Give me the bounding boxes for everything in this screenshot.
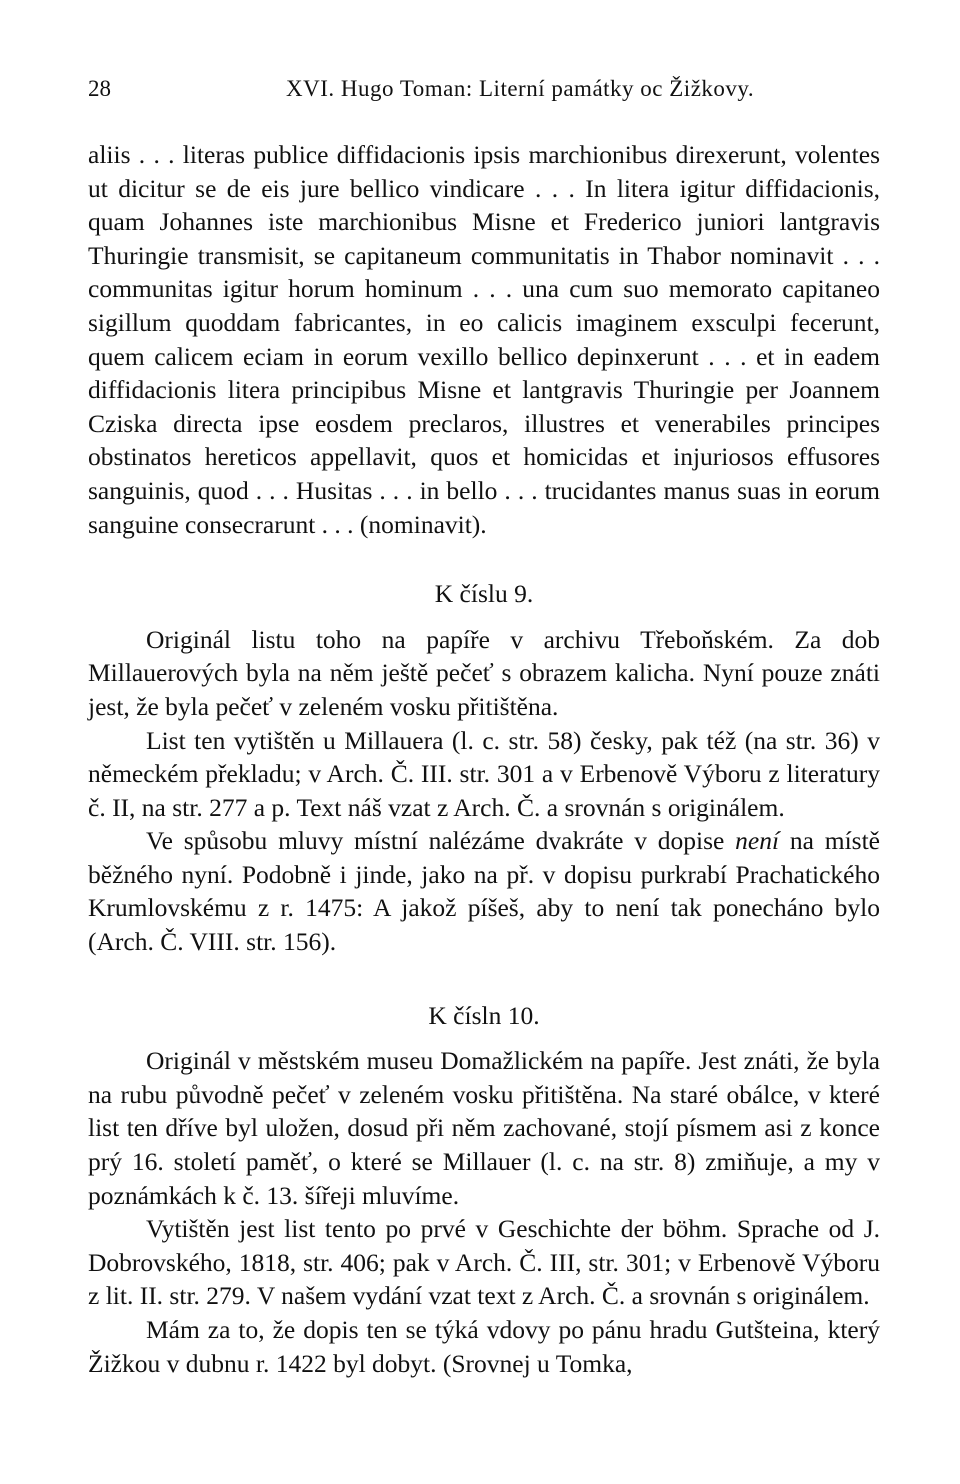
section-heading-10: K čísln 10.: [428, 1000, 540, 1030]
italic-word: není: [735, 826, 780, 856]
section-9-paragraph-3-text-a: Ve spůsobu mluvy místní nalézáme dvakráte v dopise: [146, 826, 736, 856]
section-heading-9: K číslu 9.: [434, 579, 534, 609]
section-10-paragraph-3: Mám za to, že dopis ten se týká vdovy po pánu hradu Gutšteina, který Žižkou v dubnu r. 1422 byl dobyt. (Srovnej u Tomka,: [88, 1315, 880, 1378]
page-body: [88, 138, 880, 1380]
section-10-paragraph-1: Originál v městském museu Domažlickém na papíře. Jest znáti, že byla na rubu původně pečeť v zeleném vosku přitištěna. Na staré obálce, v které list ten dříve byl uložen, dosud při něm zachované, stojí písmem asi z konce prý 16. století paměť, o které se Millauer (l. c. na str. 8) zmiňuje, a my v poznámkách k č. 13. šířeji mluvíme.: [88, 1046, 880, 1210]
section-10-paragraph-2: Vytištěn jest list tento po prvé v Geschichte der böhm. Sprache od J. Dobrovského, 1818, str. 406; pak v Arch. Č. III, str. 301; v Erbenově Výboru z lit. II. str. 279. V našem vydání vzat text z Arch. Č. a srovnán s originálem.: [88, 1214, 880, 1311]
section-9-paragraph-3-text-b: na místě běžného nyní. Podobně i jinde, jako na př. v dopisu purkrabí Prachatického Krumlovskému z r. 1475: A jakož píšeš, aby to není tak ponecháno bylo (Arch. Č. VIII. str. 156).: [88, 826, 880, 957]
page-number: 28: [88, 76, 111, 101]
running-title: XVI. Hugo Toman: Literní památky oc Žižkovy.: [286, 76, 755, 101]
latin-quotation: aliis . . . literas publice diffidacionis ipsis marchionibus direxerunt, volentes ut dicitur se de eis jure bellico vindicare . . . In litera igitur diffidacionis, quam Johannes iste marchionibus Misne et Frederico juniori lantgravis Thuringie transmisit, se capitaneum communitatis in Thabor nominavit . . . communitas igitur horum hominum . . . una cum suo memorato capitaneo sigillum quoddam fabricantes, in eo calicis imaginem exsculpi fecerunt, quem calicem eciam in eorum vexillo bellico depinxerunt . . . et in eadem diffidacionis litera principibus Misne et lantgravis Thuringie per Joannem Cziska directa ipse eosdem preclaros, illustres et venerabiles principes obstinatos hereticos appellavit, quos et homicidas et injuriosos effusores sanguinis, quod . . . Husitas . . . in bello . . . trucidantes manus suas in eorum sanguine consecrarunt . . . (nominavit).: [88, 140, 880, 539]
section-9-paragraph-3: [88, 824, 880, 958]
section-9-paragraph-1: Originál listu toho na papíře v archivu Třeboňském. Za dob Millauerových byla na něm ještě pečeť s obrazem kalicha. Nyní pouze znáti jest, že byla pečeť v zeleném vosku přitištěna.: [88, 624, 880, 721]
section-9-paragraph-2: List ten vytištěn u Millauera (l. c. str. 58) česky, pak též (na str. 36) v německém překladu; v Arch. Č. III. str. 301 a v Erbenově Výboru z literatury č. II, na str. 277 a p. Text náš vzat z Arch. Č. a srovnán s originálem.: [88, 725, 880, 822]
running-head: [88, 74, 888, 104]
